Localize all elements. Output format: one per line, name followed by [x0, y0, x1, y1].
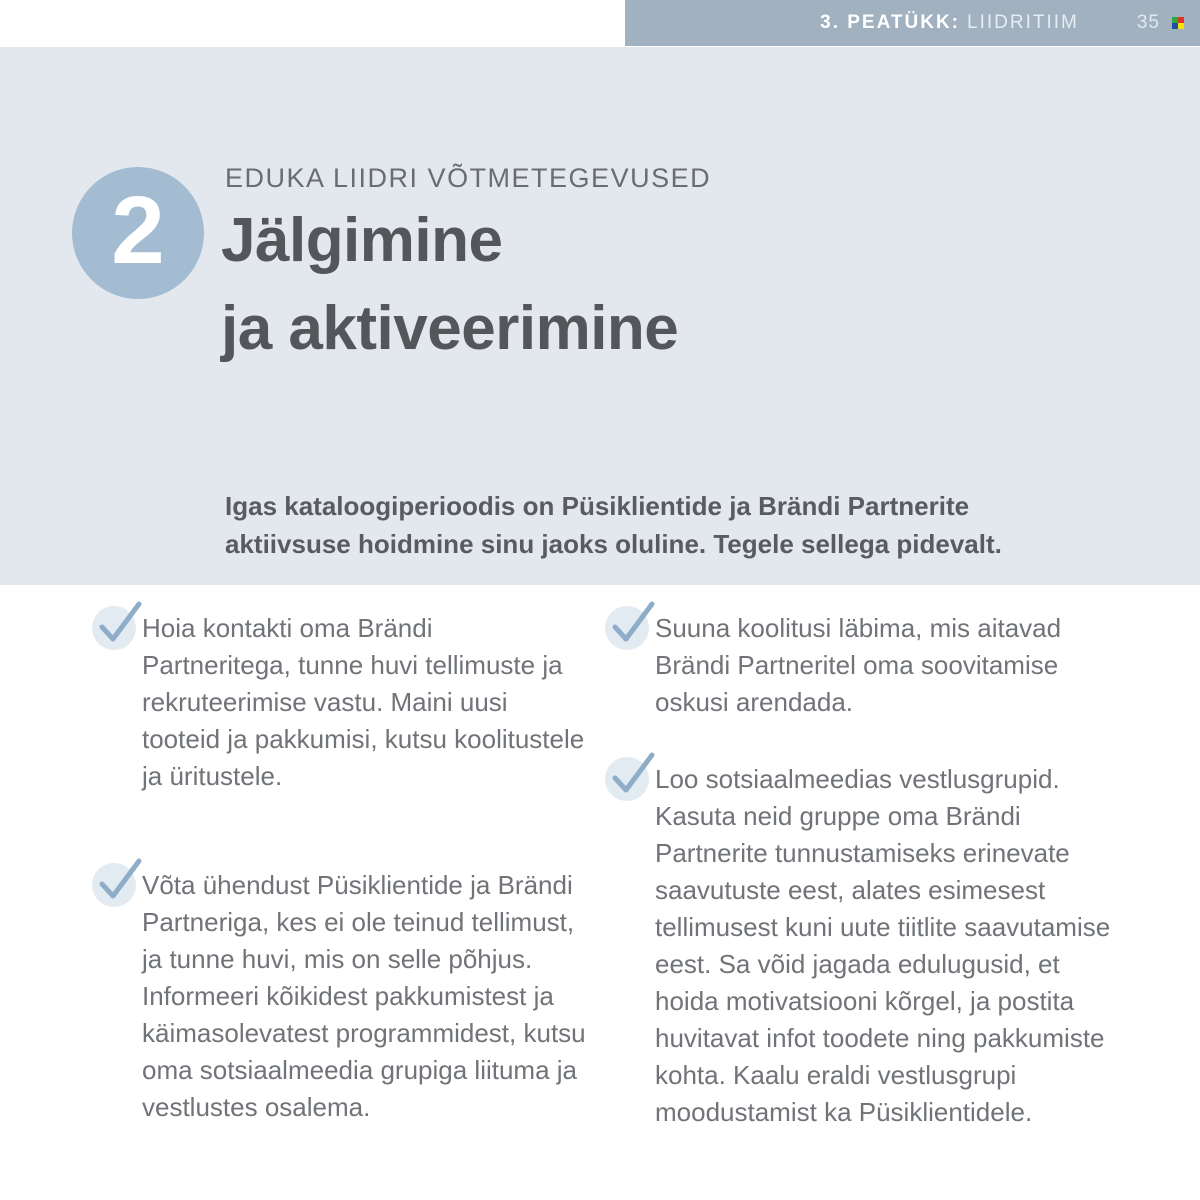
checklist-left-column: [92, 608, 587, 1126]
chapter-label: 3. PEATÜKK:: [820, 12, 961, 33]
list-item: [92, 608, 587, 795]
step-number-badge: 2: [72, 167, 204, 299]
page-title-line2: ja aktiveerimine: [221, 294, 679, 363]
page-title: [221, 197, 678, 373]
check-circle-icon: [605, 751, 651, 801]
list-item-text: Suuna koolitusi läbima, mis aitavad Brändi Partneritel oma soovitamise oskusi arendada.: [655, 613, 1062, 717]
section-eyebrow: EDUKA LIIDRI VÕTMETEGEVUSED: [225, 163, 712, 193]
four-color-logo-icon: [1172, 17, 1184, 29]
list-item: [605, 608, 1113, 721]
chapter-header-bar: [625, 0, 1200, 46]
page-number: 35: [1136, 12, 1160, 33]
list-item-text: Võta ühendust Püsiklientide ja Brändi Partneriga, kes ei ole teinud tellimust, ja tunne huvi, mis on selle põhjus. Informeeri kõikidest pakkumistest ja käimasolevatest programmidest, kutsu oma sotsiaalmeedia grupiga liituma ja vestlustes osalema.: [142, 870, 586, 1122]
page-title-line1: Jälgimine: [221, 206, 503, 275]
checklist-right-column: [605, 608, 1113, 1131]
list-item: [605, 759, 1113, 1131]
check-circle-icon: [92, 600, 138, 650]
list-item: [92, 865, 587, 1126]
check-circle-icon: [605, 600, 651, 650]
check-circle-icon: [92, 857, 138, 907]
intro-paragraph: Igas kataloogiperioodis on Püsiklientide ja Brändi Partnerite aktiivsuse hoidmine sinu jaoks oluline. Tegele sellega pidevalt.: [225, 491, 1002, 559]
hero-panel: [0, 47, 1200, 585]
chapter-name: LIIDRITIIM: [967, 12, 1079, 33]
list-item-text: Hoia kontakti oma Brändi Partneritega, tunne huvi tellimuste ja rekruteerimise vastu. Maini uusi tooteid ja pakkumisi, kutsu koolitustele ja üritustele.: [142, 613, 585, 791]
list-item-text: Loo sotsiaalmeedias vestlusgrupid. Kasuta neid gruppe oma Brändi Partnerite tunnustamiseks erinevate saavutuste eest, alates esimesest tellimusest kuni uute tiitlite saavutamise eest. Sa võid jagada edulugusid, et hoida motivatsiooni kõrgel, ja postita huvitavat infot toodete ning pakkumiste kohta. Kaalu eraldi vestlusgrupi moodustamist ka Püsiklientidele.: [655, 764, 1111, 1127]
